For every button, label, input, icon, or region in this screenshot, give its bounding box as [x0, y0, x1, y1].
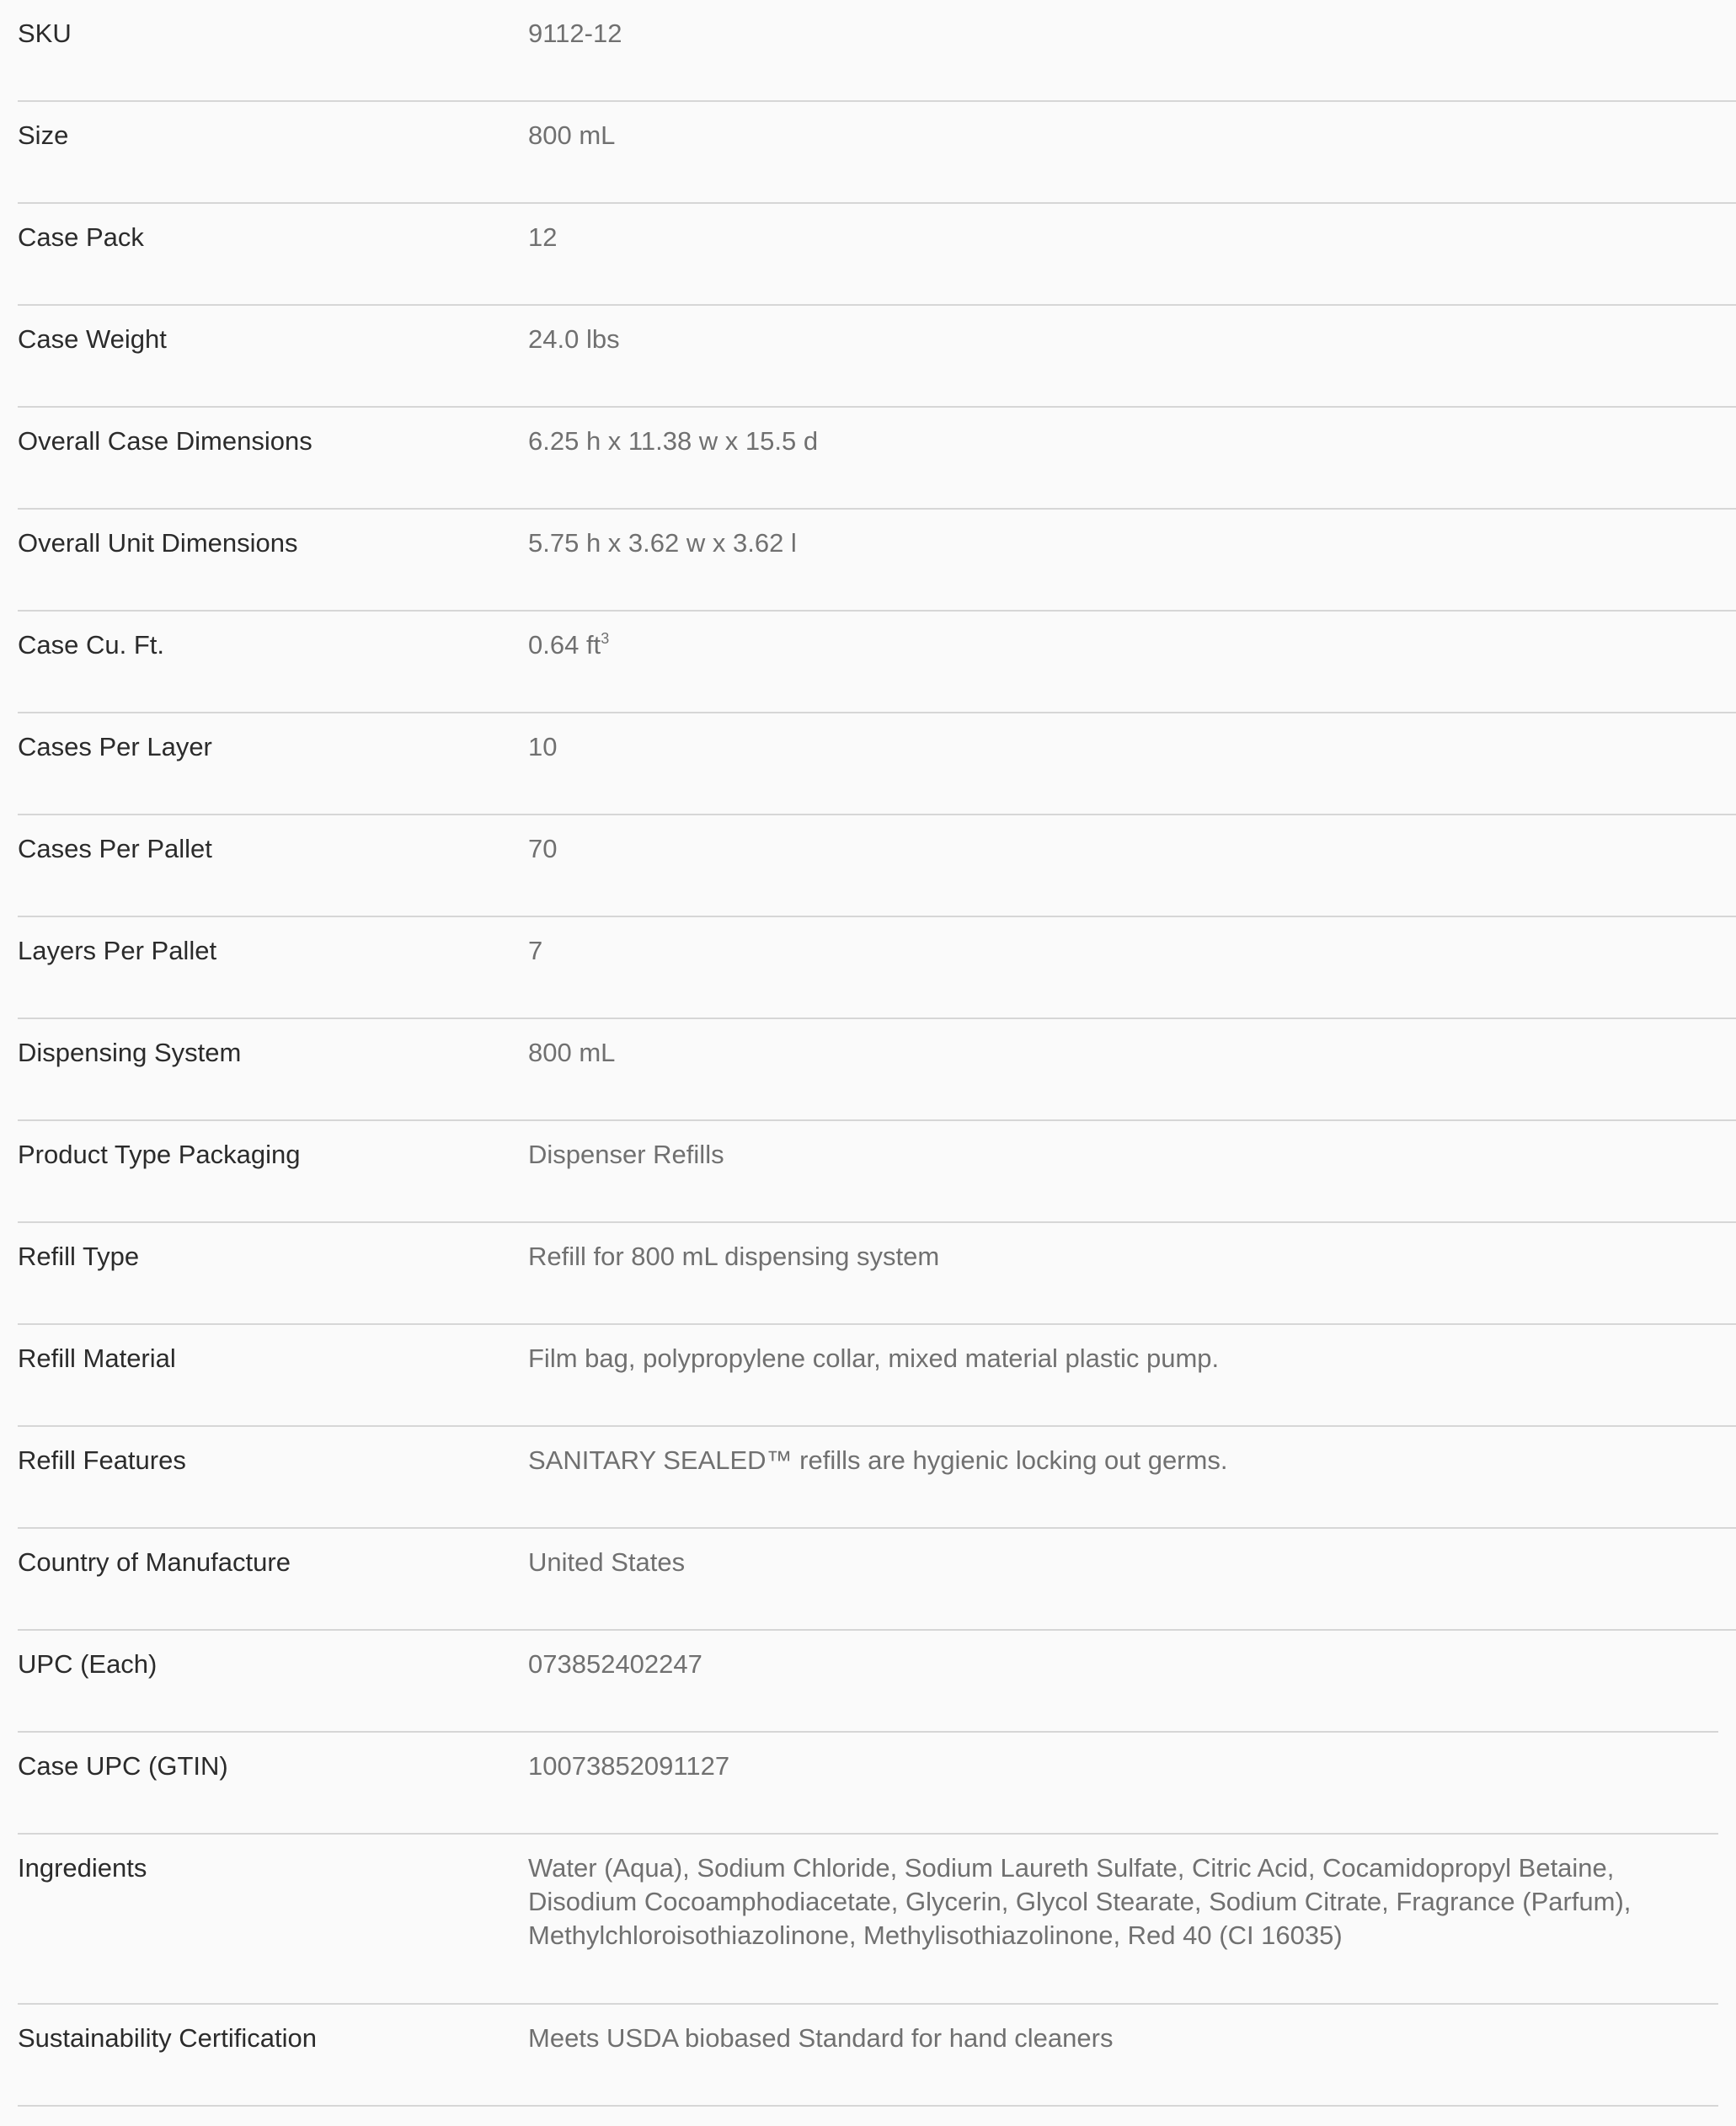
spec-value: SANITARY SEALED™ refills are hygienic locking out germs. — [528, 1445, 1228, 1475]
spec-label: Sustainability Certification — [18, 2023, 317, 2053]
spec-label: Ingredients — [18, 1853, 147, 1883]
spec-row-overall-case-dimensions — [18, 408, 1736, 510]
spec-label: Refill Features — [18, 1445, 186, 1475]
spec-value: 24.0 lbs — [528, 324, 620, 354]
spec-value: 70 — [528, 834, 558, 863]
spec-row-product-type-packaging — [18, 1121, 1736, 1223]
spec-row-case-cu-ft — [18, 612, 1736, 713]
spec-label: Country of Manufacture — [18, 1547, 291, 1577]
spec-row-refill-type — [18, 1223, 1736, 1325]
spec-label: Product Type Packaging — [18, 1140, 301, 1169]
spec-label: Cases Per Layer — [18, 732, 212, 761]
spec-label: UPC (Each) — [18, 1649, 158, 1679]
spec-value: 7 — [528, 936, 543, 965]
spec-row-size — [18, 102, 1736, 204]
spec-label: Layers Per Pallet — [18, 936, 217, 965]
spec-value: 5.75 h x 3.62 w x 3.62 l — [528, 528, 797, 558]
spec-row-case-upc-gtin — [18, 1733, 1718, 1835]
spec-value: 6.25 h x 11.38 w x 15.5 d — [528, 426, 819, 456]
spec-row-case-pack — [18, 204, 1736, 306]
spec-row-cases-per-layer — [18, 713, 1736, 815]
spec-row-country-of-manufacture — [18, 1529, 1736, 1631]
spec-label: Case UPC (GTIN) — [18, 1751, 228, 1781]
spec-value: Meets USDA biobased Standard for hand cleaners — [528, 2023, 1114, 2053]
spec-value: 800 mL — [528, 1038, 616, 1067]
cubic-superscript: 3 — [601, 630, 610, 647]
spec-value-text: 0.64 ft — [528, 630, 601, 660]
spec-value: 12 — [528, 222, 558, 252]
spec-row-dispensing-system — [18, 1019, 1736, 1121]
spec-label: SKU — [18, 19, 72, 48]
spec-label: Refill Material — [18, 1343, 176, 1373]
spec-value: 800 mL — [528, 120, 616, 150]
spec-row-cases-per-pallet — [18, 815, 1736, 917]
spec-value: 10073852091127 — [528, 1751, 730, 1781]
spec-value: Refill for 800 mL dispensing system — [528, 1242, 940, 1271]
spec-label: Case Pack — [18, 222, 144, 252]
spec-value: Dispenser Refills — [528, 1140, 724, 1169]
spec-row-sustainability-certification — [18, 2005, 1718, 2107]
spec-label: Overall Unit Dimensions — [18, 528, 298, 558]
spec-row-overall-unit-dimensions — [18, 510, 1736, 612]
spec-row-refill-material — [18, 1325, 1736, 1427]
spec-row-ingredients — [18, 1835, 1718, 2005]
spec-row-upc-each — [18, 1631, 1718, 1733]
spec-value: 10 — [528, 732, 558, 761]
spec-value: United States — [528, 1547, 686, 1577]
spec-value: Water (Aqua), Sodium Chloride, Sodium Laureth Sulfate, Citric Acid, Cocamidopropyl Betaine, Disodium Cocoamphodiacetate, Glycerin, Glycol Stearate, Sodium Citrate, Fragrance (Parfum), Methylchloroisothiazolinone, Methylisothiazolinone, Red 40 (CI 16035) — [528, 1853, 1632, 1950]
spec-value: Film bag, polypropylene collar, mixed material plastic pump. — [528, 1343, 1220, 1373]
spec-value: 073852402247 — [528, 1649, 702, 1679]
spec-label: Case Cu. Ft. — [18, 630, 164, 660]
spec-row-case-weight — [18, 306, 1736, 408]
spec-row-layers-per-pallet — [18, 917, 1736, 1019]
spec-value — [528, 628, 1724, 662]
spec-value: 9112-12 — [528, 19, 622, 48]
spec-row-sku — [18, 0, 1736, 102]
spec-label: Overall Case Dimensions — [18, 426, 312, 456]
spec-label: Case Weight — [18, 324, 167, 354]
spec-label: Dispensing System — [18, 1038, 242, 1067]
spec-row-refill-features — [18, 1427, 1736, 1529]
spec-label: Cases Per Pallet — [18, 834, 212, 863]
spec-label: Size — [18, 120, 69, 150]
spec-label: Refill Type — [18, 1242, 140, 1271]
